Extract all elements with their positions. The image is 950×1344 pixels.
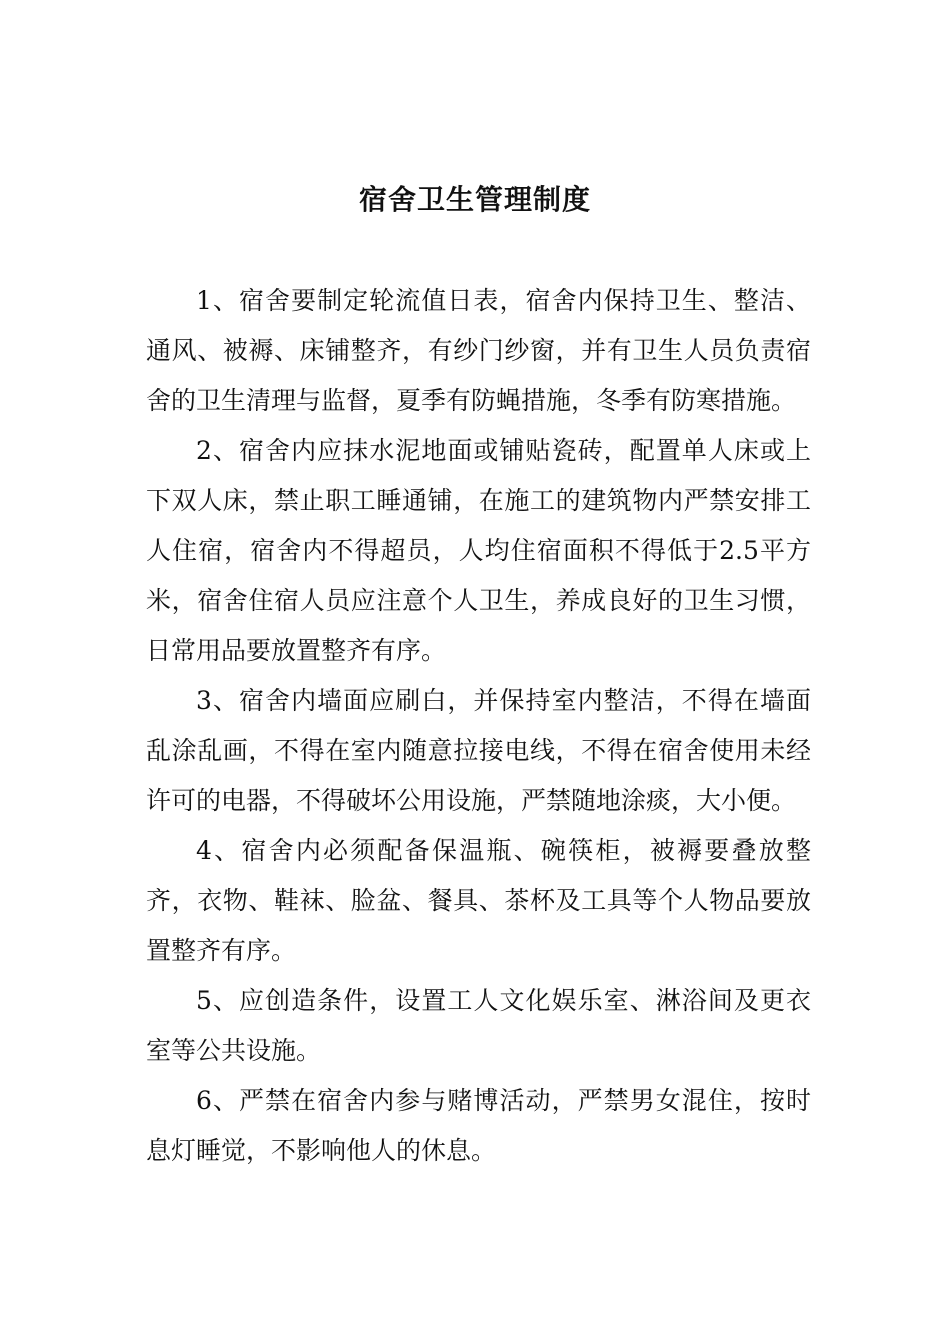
document-title: 宿舍卫生管理制度 [358, 183, 591, 216]
rule-paragraph-2: 2、宿舍内应抹水泥地面或铺贴瓷砖，配置单人床或上下双人床，禁止职工睡通铺，在施工的建筑物内严禁安排工人住宿，宿舍内不得超员，人均住宿面积不得低于2.5平方米，宿舍住宿人员应注意个人卫生，养成良好的卫生习惯，日常用品要放置整齐有序。 [146, 436, 811, 665]
rule-paragraph-5: 5、应创造条件，设置工人文化娱乐室、淋浴间及更衣室等公共设施。 [146, 986, 811, 1065]
rule-paragraph-3: 3、宿舍内墙面应刷白，并保持室内整洁，不得在墙面乱涂乱画，不得在室内随意拉接电线，不得在宿舍使用未经许可的电器，不得破坏公用设施，严禁随地涂痰，大小便。 [146, 686, 811, 815]
rule-paragraph-4: 4、宿舍内必须配备保温瓶、碗筷柜，被褥要叠放整齐，衣物、鞋袜、脸盆、餐具、茶杯及工具等个人物品要放置整齐有序。 [146, 836, 811, 965]
rule-paragraph-6: 6、严禁在宿舍内参与赌博活动，严禁男女混住，按时息灯睡觉，不影响他人的休息。 [146, 1086, 811, 1165]
rule-paragraph-1: 1、宿舍要制定轮流值日表，宿舍内保持卫生、整洁、通风、被褥、床铺整齐，有纱门纱窗，并有卫生人员负责宿舍的卫生清理与监督，夏季有防蝇措施，冬季有防寒措施。 [146, 286, 811, 415]
document-body [146, 276, 811, 1176]
